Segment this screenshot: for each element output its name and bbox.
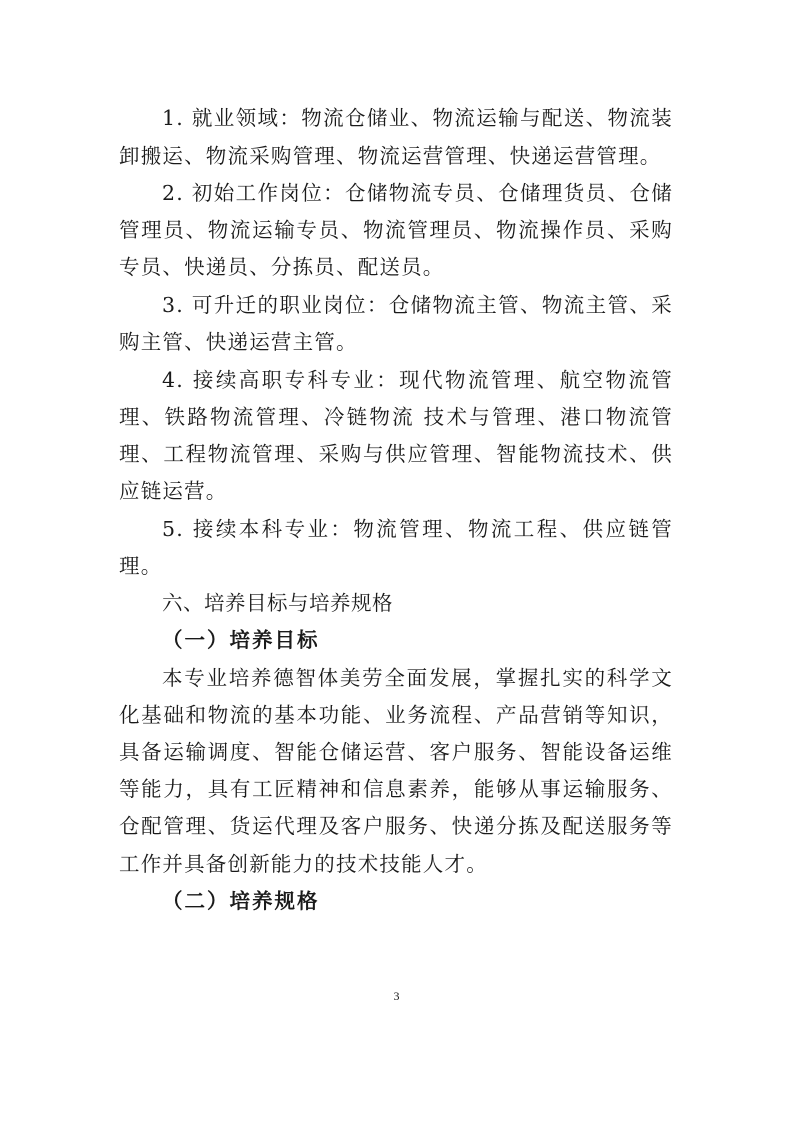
text-line: 工作并具备创新能力的技术技能人才。 — [119, 852, 488, 876]
page-number: 3 — [393, 989, 400, 1003]
section-heading: 六、培养目标与培养规格 — [162, 591, 393, 615]
text-line: 4. 接续高职专科专业：现代物流管理、航空物流管 — [162, 368, 673, 392]
text-line: 应链运营。 — [119, 479, 228, 503]
text-line: 管理员、物流运输专员、物流管理员、物流操作员、采购 — [119, 218, 673, 242]
text-line: 理、工程物流管理、采购与供应管理、智能物流技术、供 — [119, 442, 673, 466]
text-line: 等能力，具有工匠精神和信息素养，能够从事运输服务、 — [119, 777, 673, 801]
text-line: 2. 初始工作岗位：仓储物流专员、仓储理货员、仓储 — [162, 181, 673, 205]
text-line: 本专业培养德智体美劳全面发展，掌握扎实的科学文 — [162, 666, 673, 690]
text-line: 购主管、快递运营主管。 — [119, 330, 358, 354]
text-line: 具备运输调度、智能仓储运营、客户服务、智能设备运维 — [119, 740, 673, 764]
text-line: 化基础和物流的基本功能、业务流程、产品营销等知识， — [119, 703, 673, 727]
text-line: 理、铁路物流管理、冷链物流 技术与管理、港口物流管 — [119, 405, 673, 429]
text-line: 专员、快递员、分拣员、配送员。 — [119, 255, 445, 279]
text-line: 1. 就业领域：物流仓储业、物流运输与配送、物流装 — [162, 106, 673, 130]
text-line: 5. 接续本科专业：物流管理、物流工程、供应链管 — [162, 517, 673, 541]
subsection-title: （二）培养规格 — [162, 889, 320, 913]
text-line: 仓配管理、货运代理及客户服务、快递分拣及配送服务等 — [119, 814, 673, 838]
text-line: 3. 可升迁的职业岗位：仓储物流主管、物流主管、采 — [162, 293, 673, 317]
subsection-title: （一）培养目标 — [162, 628, 320, 652]
text-line: 卸搬运、物流采购管理、物流运营管理、快递运营管理。 — [119, 144, 662, 168]
text-line: 理。 — [119, 554, 163, 578]
